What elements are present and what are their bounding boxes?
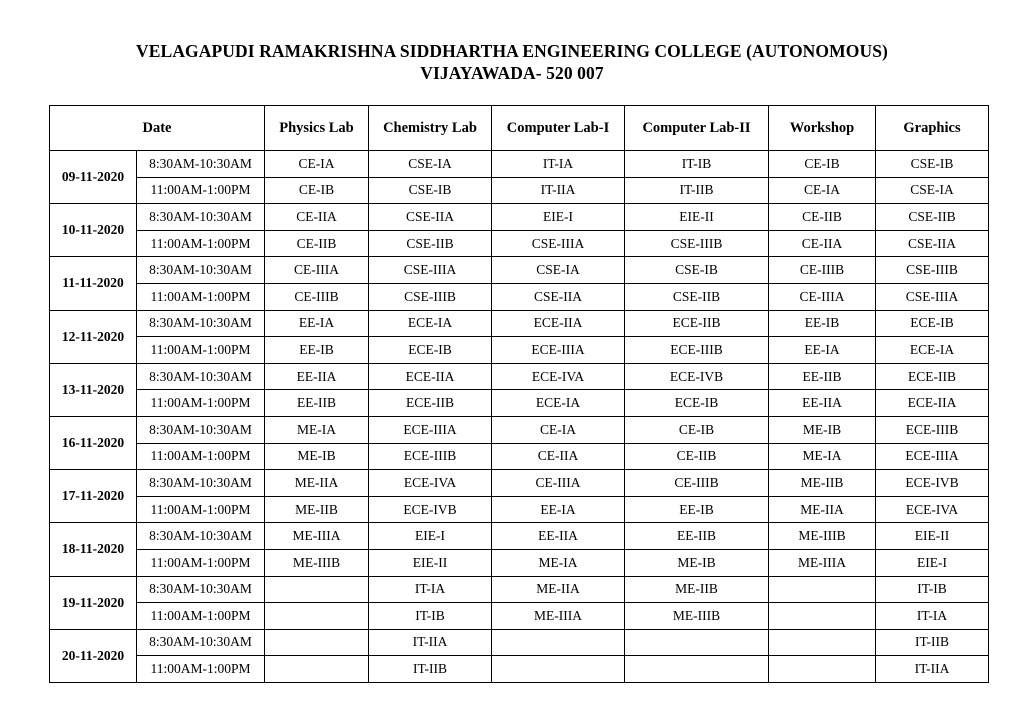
time-slot-cell: 8:30AM-10:30AM <box>137 629 265 656</box>
batch-cell: ME-IIB <box>265 496 369 523</box>
batch-cell: CSE-IA <box>492 257 625 284</box>
batch-cell: EE-IB <box>625 496 769 523</box>
batch-cell: ECE-IIIA <box>369 416 492 443</box>
batch-cell <box>265 603 369 630</box>
table-row <box>50 337 989 364</box>
time-slot-cell: 8:30AM-10:30AM <box>137 363 265 390</box>
batch-cell: CE-IIIB <box>265 283 369 310</box>
time-slot-cell: 8:30AM-10:30AM <box>137 416 265 443</box>
batch-cell: ECE-IIB <box>625 310 769 337</box>
batch-cell: ECE-IA <box>876 337 989 364</box>
batch-cell: ECE-IA <box>369 310 492 337</box>
batch-cell: ECE-IB <box>369 337 492 364</box>
schedule-body <box>50 151 989 683</box>
date-cell: 10-11-2020 <box>50 204 137 257</box>
table-row <box>50 470 989 497</box>
batch-cell: CSE-IIIB <box>625 230 769 257</box>
batch-cell <box>265 629 369 656</box>
time-slot-cell: 11:00AM-1:00PM <box>137 656 265 683</box>
batch-cell: ECE-IIB <box>369 390 492 417</box>
time-slot-cell: 11:00AM-1:00PM <box>137 496 265 523</box>
batch-cell: CE-IIB <box>625 443 769 470</box>
time-slot-cell: 8:30AM-10:30AM <box>137 204 265 231</box>
batch-cell: CE-IIIA <box>492 470 625 497</box>
batch-cell: ECE-IIA <box>369 363 492 390</box>
batch-cell: ECE-IVA <box>876 496 989 523</box>
batch-cell: EIE-I <box>369 523 492 550</box>
batch-cell: EE-IB <box>265 337 369 364</box>
time-slot-cell: 11:00AM-1:00PM <box>137 283 265 310</box>
lab-schedule-table <box>49 105 989 683</box>
batch-cell: IT-IB <box>625 151 769 178</box>
date-cell: 20-11-2020 <box>50 629 137 682</box>
column-header-date: Date <box>50 106 265 151</box>
batch-cell: IT-IIA <box>369 629 492 656</box>
batch-cell: ME-IB <box>265 443 369 470</box>
table-row <box>50 310 989 337</box>
batch-cell: EIE-II <box>369 549 492 576</box>
time-slot-cell: 11:00AM-1:00PM <box>137 337 265 364</box>
date-cell: 11-11-2020 <box>50 257 137 310</box>
batch-cell: CSE-IIIA <box>369 257 492 284</box>
table-row <box>50 656 989 683</box>
table-row <box>50 283 989 310</box>
column-header-chemistry-lab: Chemistry Lab <box>369 106 492 151</box>
batch-cell: CE-IA <box>492 416 625 443</box>
table-row <box>50 204 989 231</box>
batch-cell: ME-IA <box>492 549 625 576</box>
batch-cell: ME-IIIA <box>265 523 369 550</box>
column-header-computer-lab-1: Computer Lab-I <box>492 106 625 151</box>
batch-cell: ME-IB <box>625 549 769 576</box>
batch-cell: ECE-IIA <box>876 390 989 417</box>
batch-cell: CE-IB <box>265 177 369 204</box>
date-cell: 16-11-2020 <box>50 416 137 469</box>
table-row <box>50 576 989 603</box>
batch-cell: CSE-IIA <box>876 230 989 257</box>
batch-cell: EE-IA <box>492 496 625 523</box>
batch-cell: EE-IIB <box>769 363 876 390</box>
batch-cell: ECE-IB <box>876 310 989 337</box>
batch-cell: ECE-IB <box>625 390 769 417</box>
batch-cell: CSE-IIB <box>625 283 769 310</box>
batch-cell: CSE-IIIA <box>492 230 625 257</box>
college-name: VELAGAPUDI RAMAKRISHNA SIDDHARTHA ENGINEERING COLLEGE (AUTONOMOUS) <box>136 41 888 61</box>
batch-cell: ME-IIB <box>769 470 876 497</box>
time-slot-cell: 8:30AM-10:30AM <box>137 523 265 550</box>
time-slot-cell: 11:00AM-1:00PM <box>137 230 265 257</box>
batch-cell <box>625 656 769 683</box>
table-row <box>50 363 989 390</box>
batch-cell: ECE-IIIB <box>876 416 989 443</box>
time-slot-cell: 11:00AM-1:00PM <box>137 390 265 417</box>
batch-cell: CE-IIIA <box>769 283 876 310</box>
batch-cell <box>492 656 625 683</box>
time-slot-cell: 8:30AM-10:30AM <box>137 151 265 178</box>
college-location: VIJAYAWADA- 520 007 <box>420 63 604 83</box>
batch-cell: CE-IIB <box>265 230 369 257</box>
time-slot-cell: 11:00AM-1:00PM <box>137 549 265 576</box>
batch-cell: ECE-IIA <box>492 310 625 337</box>
batch-cell: IT-IIB <box>369 656 492 683</box>
batch-cell: EE-IB <box>769 310 876 337</box>
batch-cell: CSE-IIA <box>369 204 492 231</box>
date-cell: 09-11-2020 <box>50 151 137 204</box>
batch-cell: CE-IIA <box>265 204 369 231</box>
batch-cell: IT-IIB <box>625 177 769 204</box>
batch-cell: CSE-IB <box>369 177 492 204</box>
header-row <box>50 106 989 151</box>
batch-cell: ECE-IVB <box>876 470 989 497</box>
batch-cell <box>492 629 625 656</box>
time-slot-cell: 8:30AM-10:30AM <box>137 257 265 284</box>
batch-cell: ME-IIA <box>265 470 369 497</box>
table-row <box>50 523 989 550</box>
time-slot-cell: 8:30AM-10:30AM <box>137 470 265 497</box>
batch-cell: IT-IB <box>369 603 492 630</box>
batch-cell: EE-IA <box>769 337 876 364</box>
batch-cell <box>265 656 369 683</box>
batch-cell: ME-IA <box>265 416 369 443</box>
table-row <box>50 177 989 204</box>
batch-cell: CSE-IA <box>876 177 989 204</box>
batch-cell: ME-IA <box>769 443 876 470</box>
batch-cell: ME-IIA <box>492 576 625 603</box>
time-slot-cell: 11:00AM-1:00PM <box>137 603 265 630</box>
batch-cell: CE-IB <box>769 151 876 178</box>
batch-cell: ME-IIIA <box>769 549 876 576</box>
batch-cell: ECE-IA <box>492 390 625 417</box>
batch-cell: IT-IB <box>876 576 989 603</box>
batch-cell: CE-IIA <box>492 443 625 470</box>
batch-cell: CE-IB <box>625 416 769 443</box>
batch-cell: IT-IA <box>492 151 625 178</box>
batch-cell: CSE-IIB <box>876 204 989 231</box>
date-cell: 18-11-2020 <box>50 523 137 576</box>
time-slot-cell: 8:30AM-10:30AM <box>137 576 265 603</box>
batch-cell: CSE-IIIB <box>369 283 492 310</box>
batch-cell: EE-IIA <box>492 523 625 550</box>
column-header-graphics: Graphics <box>876 106 989 151</box>
batch-cell: IT-IIB <box>876 629 989 656</box>
batch-cell: EIE-II <box>625 204 769 231</box>
batch-cell: ME-IB <box>769 416 876 443</box>
batch-cell <box>625 629 769 656</box>
batch-cell: EE-IIA <box>265 363 369 390</box>
batch-cell: ECE-IIIA <box>876 443 989 470</box>
batch-cell: IT-IIA <box>876 656 989 683</box>
batch-cell <box>769 603 876 630</box>
table-row <box>50 629 989 656</box>
batch-cell <box>769 629 876 656</box>
batch-cell: CSE-IIB <box>369 230 492 257</box>
time-slot-cell: 11:00AM-1:00PM <box>137 443 265 470</box>
batch-cell: CE-IIA <box>769 230 876 257</box>
batch-cell: CE-IIIA <box>265 257 369 284</box>
table-row <box>50 443 989 470</box>
batch-cell: ECE-IVA <box>492 363 625 390</box>
table-row <box>50 549 989 576</box>
batch-cell: ECE-IIB <box>876 363 989 390</box>
column-header-physics-lab: Physics Lab <box>265 106 369 151</box>
table-row <box>50 151 989 178</box>
batch-cell: ME-IIIB <box>625 603 769 630</box>
batch-cell: CSE-IA <box>369 151 492 178</box>
date-cell: 13-11-2020 <box>50 363 137 416</box>
batch-cell: CE-IIB <box>769 204 876 231</box>
batch-cell: EIE-II <box>876 523 989 550</box>
batch-cell: EIE-I <box>492 204 625 231</box>
batch-cell: IT-IIA <box>492 177 625 204</box>
batch-cell: ME-IIB <box>625 576 769 603</box>
batch-cell: CSE-IB <box>625 257 769 284</box>
time-slot-cell: 8:30AM-10:30AM <box>137 310 265 337</box>
time-slot-cell: 11:00AM-1:00PM <box>137 177 265 204</box>
batch-cell: ME-IIIB <box>265 549 369 576</box>
batch-cell: CSE-IIIA <box>876 283 989 310</box>
batch-cell: ME-IIIA <box>492 603 625 630</box>
date-cell: 12-11-2020 <box>50 310 137 363</box>
batch-cell: CE-IIIB <box>625 470 769 497</box>
batch-cell: EE-IIB <box>625 523 769 550</box>
table-row <box>50 416 989 443</box>
batch-cell <box>769 576 876 603</box>
batch-cell: EE-IA <box>265 310 369 337</box>
date-cell: 19-11-2020 <box>50 576 137 629</box>
batch-cell: IT-IA <box>369 576 492 603</box>
batch-cell: CE-IIIB <box>769 257 876 284</box>
batch-cell <box>265 576 369 603</box>
batch-cell: ECE-IVB <box>369 496 492 523</box>
batch-cell: EE-IIB <box>265 390 369 417</box>
batch-cell: ECE-IIIB <box>369 443 492 470</box>
batch-cell: ECE-IVB <box>625 363 769 390</box>
batch-cell: ME-IIA <box>769 496 876 523</box>
batch-cell: ME-IIIB <box>769 523 876 550</box>
batch-cell: ECE-IVA <box>369 470 492 497</box>
batch-cell: IT-IA <box>876 603 989 630</box>
table-row <box>50 603 989 630</box>
table-row <box>50 230 989 257</box>
column-header-computer-lab-2: Computer Lab-II <box>625 106 769 151</box>
table-row <box>50 496 989 523</box>
date-cell: 17-11-2020 <box>50 470 137 523</box>
batch-cell: CE-IA <box>769 177 876 204</box>
batch-cell: ECE-IIIA <box>492 337 625 364</box>
batch-cell: CE-IA <box>265 151 369 178</box>
table-row <box>50 390 989 417</box>
batch-cell: EIE-I <box>876 549 989 576</box>
table-row <box>50 257 989 284</box>
batch-cell <box>769 656 876 683</box>
batch-cell: CSE-IIA <box>492 283 625 310</box>
batch-cell: CSE-IIIB <box>876 257 989 284</box>
batch-cell: ECE-IIIB <box>625 337 769 364</box>
batch-cell: EE-IIA <box>769 390 876 417</box>
batch-cell: CSE-IB <box>876 151 989 178</box>
column-header-workshop: Workshop <box>769 106 876 151</box>
